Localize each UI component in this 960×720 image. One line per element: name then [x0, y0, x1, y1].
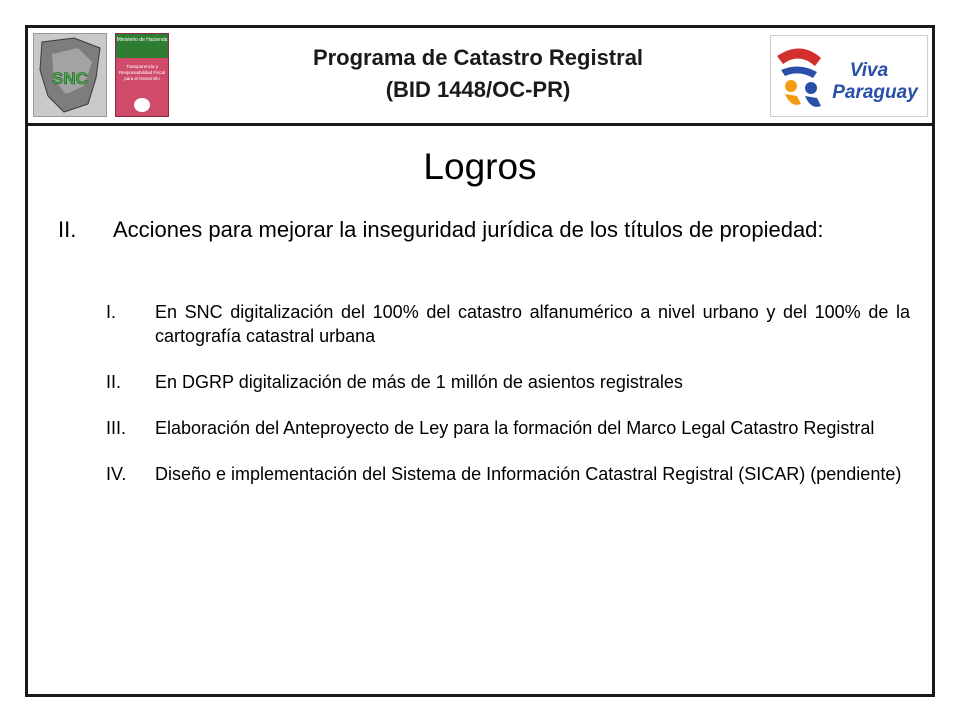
list-item: [106, 300, 910, 348]
snc-logo: [33, 33, 107, 117]
ministerio-slogan: Transparencia y Responsabilidad Fiscal para el Desarrollo: [118, 64, 166, 81]
list-item-text: En DGRP digitalización de más de 1 millón de asientos registrales: [155, 372, 683, 392]
list-item: [106, 462, 910, 486]
slide-title: Logros: [423, 146, 537, 187]
figure-icon: [785, 80, 797, 92]
section-text: Acciones para mejorar la inseguridad jurídica de los títulos de propiedad:: [113, 217, 824, 242]
snc-logo-text: SNC: [52, 69, 88, 88]
viva-text: Viva: [849, 60, 889, 81]
section-number: II.: [58, 217, 77, 242]
list-item-text: Elaboración del Anteproyecto de Ley para la formación del Marco Legal Catastro Registral: [155, 418, 875, 438]
list-item-text: En SNC digitalización del 100% del catastro alfanumérico a nivel urbano y del 100% de la cartografía catastral urbana: [155, 302, 910, 346]
list-item-text: Diseño e implementación del Sistema de Información Catastral Registral (SICAR) (pendiente): [155, 464, 902, 484]
achievements-list: [106, 300, 910, 508]
slide-header: [28, 28, 932, 126]
flag-swoosh-icon: [777, 48, 821, 66]
viva-paraguay-logo: [770, 35, 928, 117]
list-item-number: I.: [106, 302, 117, 322]
seal-icon: [134, 98, 150, 112]
paraguay-text: Paraguay: [832, 82, 918, 103]
program-title-line2: (BID 1448/OC-PR): [385, 77, 571, 102]
snc-map-icon: [34, 34, 106, 116]
slide-frame: [25, 25, 935, 697]
list-item-number: III.: [106, 418, 127, 438]
list-item-number: IV.: [106, 464, 127, 484]
section-heading: [58, 215, 910, 245]
list-item: [106, 370, 910, 394]
list-item: [106, 416, 910, 440]
ministerio-hacienda-logo: [115, 33, 169, 117]
list-item-number: II.: [106, 372, 122, 392]
program-title-line1: Programa de Catastro Registral: [312, 45, 644, 70]
ministerio-label: Ministerio de Hacienda: [116, 34, 168, 58]
program-title: [188, 42, 768, 106]
